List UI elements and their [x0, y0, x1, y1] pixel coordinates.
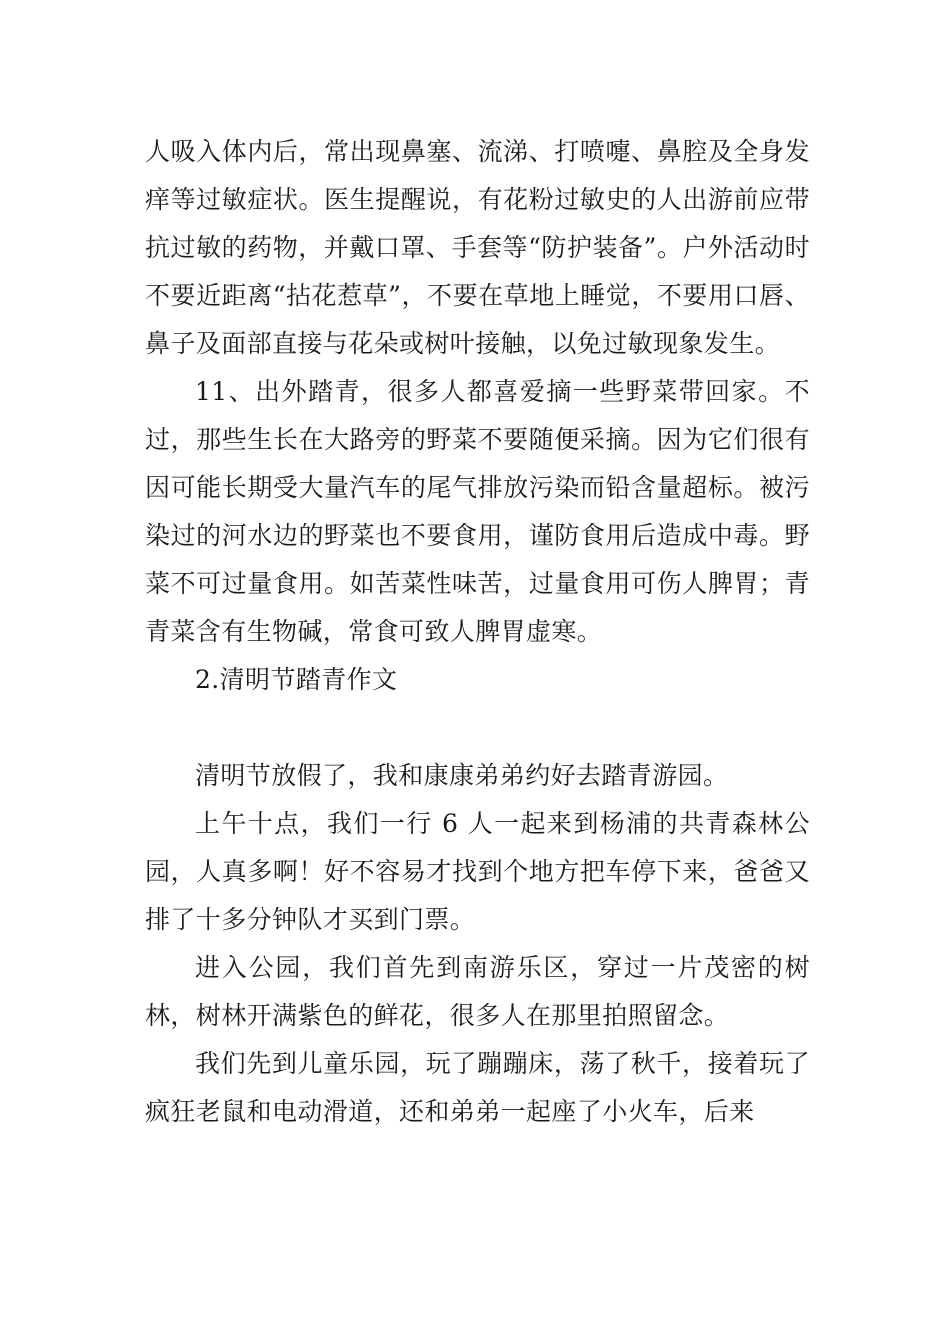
paragraph-allergy-continued: 人吸入体内后，常出现鼻塞、流涕、打喷嚏、鼻腔及全身发痒等过敏症状。医生提醒说，有花粉过敏史的人出游前应带抗过敏的药物，并戴口罩、手套等“防护装备”。户外活动时不要近距离“拈花惹草”，不要在草地上睡觉，不要用口唇、鼻子及面部直接与花朵或树叶接触，以免过敏现象发生。: [145, 137, 810, 358]
paragraph-essay-arrival: 上午十点，我们一行 6 人一起来到杨浦的共青森林公园，人真多啊！好不容易才找到个地方把车停下来，爸爸又排了十多分钟队才买到门票。: [145, 809, 810, 934]
document-body: [145, 128, 810, 1136]
paragraph-essay-intro: 清明节放假了，我和康康弟弟约好去踏青游园。: [195, 761, 729, 790]
paragraph-essay-playground: 我们先到儿童乐园，玩了蹦蹦床，荡了秋千，接着玩了疯狂老鼠和电动滑道，还和弟弟一起座了小火车，后来: [145, 1049, 810, 1126]
section-heading: 2.清明节踏青作文: [195, 665, 398, 694]
paragraph-wild-vegetables: 11、出外踏青，很多人都喜爱摘一些野菜带回家。不过，那些生长在大路旁的野菜不要随便采摘。因为它们很有因可能长期受大量汽车的尾气排放污染而铅含量超标。被污染过的河水边的野菜也不要食用，谨防食用后造成中毒。野菜不可过量食用。如苦菜性味苦，过量食用可伤人脾胃；青青菜含有生物碱，常食可致人脾胃虚寒。: [145, 377, 810, 646]
paragraph-essay-park: 进入公园，我们首先到南游乐区，穿过一片茂密的树林，树林开满紫色的鲜花，很多人在那里拍照留念。: [145, 953, 810, 1030]
